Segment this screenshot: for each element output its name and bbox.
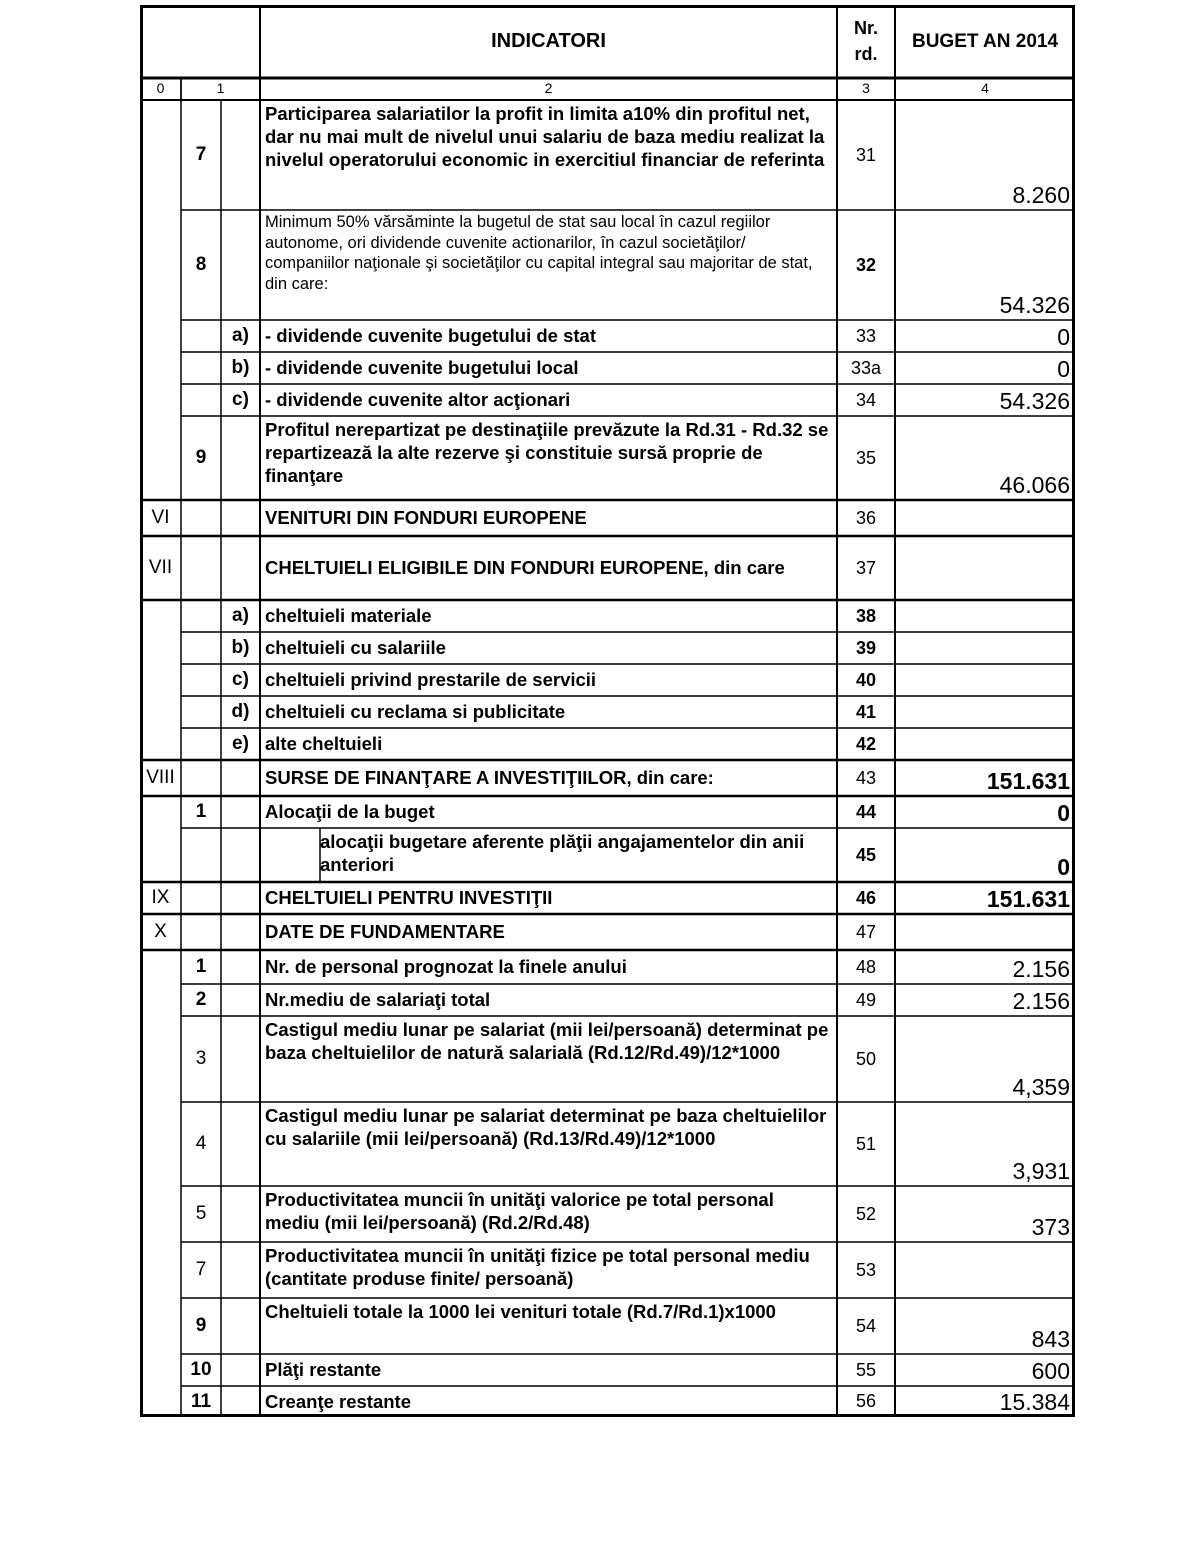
row-number: 1 <box>195 801 207 823</box>
header-nr: Nr. <box>853 18 878 39</box>
row-letter: d) <box>231 701 250 723</box>
row-nr-rd: 33 <box>855 325 877 346</box>
row-value: 4,359 <box>1012 1074 1070 1101</box>
row-indicator-text: Castigul mediu lunar pe salariat (mii lei/persoană) determinat pe baza cheltuielilor de natură salarială (Rd.12/Rd.49)/12*1000 <box>265 1019 829 1064</box>
row-nr-rd: 31 <box>855 144 877 165</box>
row-letter: b) <box>231 357 250 379</box>
row-value <box>895 632 1075 664</box>
colnum-4: 4 <box>981 80 989 97</box>
row-indicator-text: cheltuieli cu reclama si publicitate <box>265 701 566 723</box>
row-indicator-text: cheltuieli cu salariile <box>265 637 446 659</box>
row-indicator-text: Nr. de personal prognozat la finele anului <box>265 956 627 978</box>
row-indicator-text: - dividende cuvenite bugetului local <box>265 357 579 379</box>
row-indicator-text: Nr.mediu de salariaţi total <box>265 989 491 1011</box>
row-value: 2.156 <box>1012 988 1070 1015</box>
row-indicator-text: Productivitatea muncii în unităţi fizice pe total personal mediu (cantitate produse finite/ persoană) <box>265 1245 810 1290</box>
row-value: 54.326 <box>999 388 1070 415</box>
row-indicator-text: Cheltuieli totale la 1000 lei venituri totale (Rd.7/Rd.1)x1000 <box>265 1301 776 1322</box>
row-value: 373 <box>1031 1214 1070 1241</box>
row-nr-rd: 43 <box>855 767 877 788</box>
row-nr-rd: 47 <box>855 921 877 942</box>
row-nr-rd: 34 <box>855 389 877 410</box>
row-value: 0 <box>1057 854 1070 881</box>
row-nr-rd: 40 <box>855 669 877 690</box>
row-indicator-text: VENITURI DIN FONDURI EUROPENE <box>265 507 587 529</box>
row-value: 151.631 <box>986 768 1070 795</box>
row-number: 5 <box>195 1203 207 1225</box>
row-number: 11 <box>190 1390 212 1412</box>
row-nr-rd: 39 <box>855 637 877 658</box>
row-nr-rd: 55 <box>855 1359 877 1380</box>
row-number: 9 <box>195 1315 207 1337</box>
row-letter: a) <box>232 605 249 627</box>
row-letter: c) <box>232 669 249 691</box>
row-number: 9 <box>195 447 207 469</box>
row-roman: IX <box>151 887 170 909</box>
row-nr-rd: 54 <box>855 1315 877 1336</box>
row-value: 0 <box>1057 356 1070 383</box>
row-indicator-text: - dividende cuvenite bugetului de stat <box>265 325 596 347</box>
row-indicator-text: Profitul nerepartizat pe destinaţiile prevăzute la Rd.31 - Rd.32 se repartizează la alte rezerve şi constituie sursă proprie de finanţare <box>265 419 829 487</box>
row-nr-rd: 42 <box>855 733 877 754</box>
row-nr-rd: 44 <box>855 801 877 822</box>
header-nr-rd <box>837 5 895 78</box>
row-number: 8 <box>195 254 207 276</box>
row-value <box>895 536 1075 600</box>
row-value <box>895 728 1075 760</box>
header-rd: rd. <box>854 43 878 64</box>
row-nr-rd: 45 <box>855 844 877 865</box>
row-nr-rd: 50 <box>855 1048 877 1069</box>
row-number: 2 <box>195 989 207 1011</box>
row-indicator-text: - dividende cuvenite altor acţionari <box>265 389 571 411</box>
row-value <box>895 664 1075 696</box>
row-nr-rd: 56 <box>855 1391 877 1412</box>
row-indicator-text: CHELTUIELI ELIGIBILE DIN FONDURI EUROPENE, din care <box>265 557 785 579</box>
colnum-2: 2 <box>544 80 553 97</box>
row-indicator-text: cheltuieli privind prestarile de servicii <box>265 669 597 691</box>
row-number: 10 <box>190 1359 212 1381</box>
row-value: 2.156 <box>1012 956 1070 983</box>
row-value <box>895 1242 1075 1298</box>
colnum-0: 0 <box>156 80 165 97</box>
row-roman: VI <box>151 507 170 529</box>
row-indicator-text: alocaţii bugetare aferente plăţii angajamentelor din anii anteriori <box>320 831 805 876</box>
row-value: 54.326 <box>999 292 1070 319</box>
row-nr-rd: 37 <box>855 557 877 578</box>
row-nr-rd: 51 <box>855 1133 877 1154</box>
row-nr-rd: 46 <box>855 887 877 908</box>
row-indicator-text: CHELTUIELI PENTRU INVESTIŢII <box>265 887 553 909</box>
row-number: 4 <box>195 1133 207 1155</box>
row-letter: b) <box>231 637 250 659</box>
row-number: 7 <box>195 1259 207 1281</box>
row-number: 1 <box>195 956 207 978</box>
row-letter: c) <box>232 389 249 411</box>
row-value: 3,931 <box>1012 1158 1070 1185</box>
row-value <box>895 500 1075 536</box>
row-roman: X <box>154 921 167 943</box>
row-number: 3 <box>195 1048 207 1070</box>
row-value <box>895 600 1075 632</box>
row-number: 7 <box>195 144 207 166</box>
budget-table <box>140 5 1075 1417</box>
colnum-3: 3 <box>862 80 870 97</box>
row-roman: VII <box>148 557 173 579</box>
header-indicatori: INDICATORI <box>491 30 606 52</box>
row-value: 15.384 <box>999 1389 1070 1416</box>
row-value: 46.066 <box>999 472 1070 499</box>
row-indicator-text: alte cheltuieli <box>265 733 383 755</box>
colnum-1: 1 <box>216 80 225 97</box>
row-value <box>895 914 1075 950</box>
row-roman: VIII <box>146 767 175 789</box>
row-value: 600 <box>1031 1358 1070 1385</box>
row-value: 0 <box>1057 324 1070 351</box>
row-nr-rd: 33a <box>850 357 882 378</box>
row-value: 0 <box>1057 800 1070 827</box>
row-indicator-text: Creanţe restante <box>265 1390 412 1412</box>
row-indicator-text: SURSE DE FINANŢARE A INVESTIŢIILOR, din care: <box>265 767 714 789</box>
row-nr-rd: 41 <box>855 701 877 722</box>
row-indicator-text: Minimum 50% vărsăminte la bugetul de stat sau local în cazul regiilor autonome, ori dividende cuvenite actionarilor, în cazul societăţilor/ companiilor naţionale şi societăţilor cu capital integral sau majoritar de stat, din care: <box>265 213 813 293</box>
row-nr-rd: 53 <box>855 1259 877 1280</box>
row-nr-rd: 52 <box>855 1203 877 1224</box>
row-letter: a) <box>232 325 249 347</box>
row-value: 8.260 <box>1012 182 1070 209</box>
row-indicator-text: Plăţi restante <box>265 1359 382 1381</box>
row-indicator-text: Alocaţii de la buget <box>265 801 435 823</box>
row-nr-rd: 36 <box>855 507 877 528</box>
row-nr-rd: 32 <box>855 254 877 275</box>
row-nr-rd: 48 <box>855 956 877 977</box>
row-nr-rd: 35 <box>855 447 877 468</box>
row-indicator-text: Participarea salariatilor la profit in limita a10% din profitul net, dar nu mai mult de nivelul unui salariu de baza mediu realizat la nivelul operatorului economic in exercitiul financiar de referinta <box>265 103 825 171</box>
row-value: 843 <box>1031 1326 1070 1353</box>
row-indicator-text: Productivitatea muncii în unităţi valorice pe total personal mediu (mii lei/persoană) (Rd.2/Rd.48) <box>265 1189 774 1234</box>
row-indicator-text: cheltuieli materiale <box>265 605 432 627</box>
row-nr-rd: 38 <box>855 605 877 626</box>
row-indicator-text: DATE DE FUNDAMENTARE <box>265 921 505 943</box>
row-letter: e) <box>232 733 249 755</box>
row-value <box>895 696 1075 728</box>
row-indicator-text: Castigul mediu lunar pe salariat determinat pe baza cheltuielilor cu salariile (mii lei/persoană) (Rd.13/Rd.49)/12*1000 <box>265 1105 827 1150</box>
row-value: 151.631 <box>986 886 1070 913</box>
header-buget: BUGET AN 2014 <box>911 30 1059 52</box>
row-nr-rd: 49 <box>855 989 877 1010</box>
